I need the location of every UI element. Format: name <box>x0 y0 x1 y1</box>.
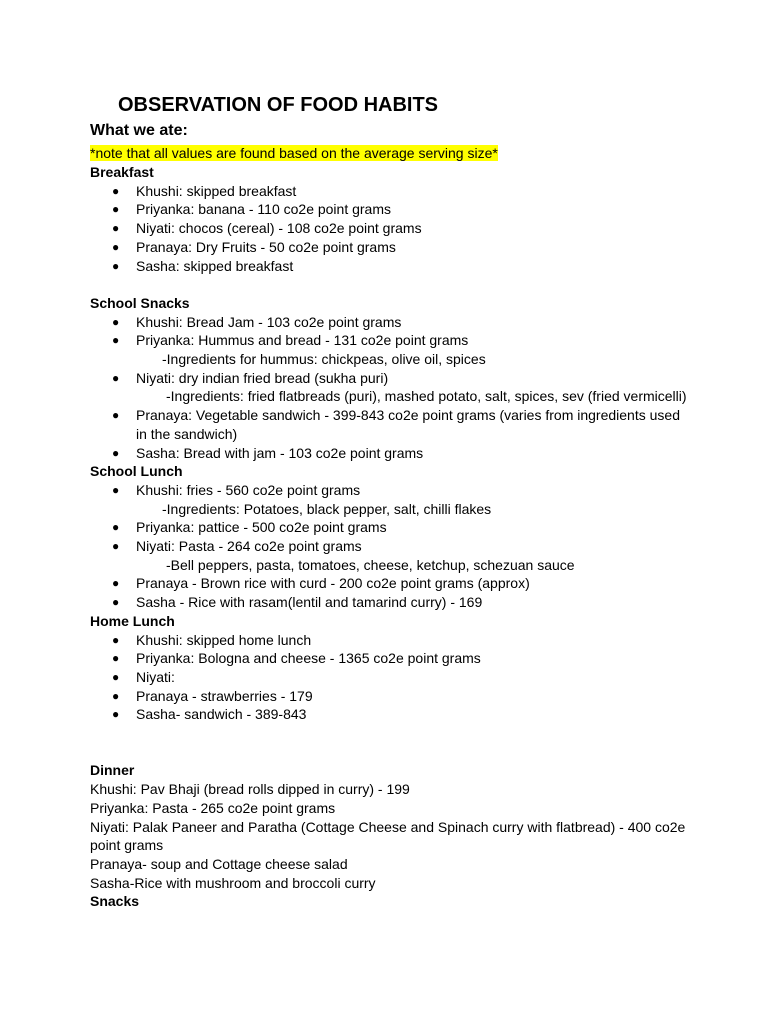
document-page <box>90 92 690 911</box>
list-item: ● Sasha - Rice with rasam(lentil and tamarind curry) - 169 <box>112 594 483 611</box>
breakfast-heading: Breakfast <box>90 164 154 180</box>
bullet-icon: ● <box>112 632 120 647</box>
note-line <box>90 144 690 163</box>
list-item: ● Niyati: dry indian fried bread (sukha puri) <box>112 369 389 386</box>
list-item: ● Priyanka: Hummus and bread - 131 co2e point grams <box>112 332 469 349</box>
bullet-icon: ● <box>112 183 120 198</box>
dinner-line: Sasha-Rice with mushroom and broccoli curry <box>90 874 376 891</box>
home-lunch-heading: Home Lunch <box>90 612 175 629</box>
bullet-icon: ● <box>112 333 120 348</box>
school-lunch-list <box>90 481 690 500</box>
dinner-line: Niyati: Palak Paneer and Paratha (Cottage Cheese and Spinach curry with flatbread) - 400 co2e point grams <box>90 818 686 854</box>
list-item: ● Sasha- sandwich - 389-843 <box>112 706 307 723</box>
bullet-icon: ● <box>112 707 120 722</box>
bullet-icon: ● <box>112 408 120 423</box>
dinner-line: Khushi: Pav Bhaji (bread rolls dipped in curry) - 199 <box>90 781 410 798</box>
list-item: ● Pranaya - Brown rice with curd - 200 co2e point grams (approx) <box>112 575 530 592</box>
school-lunch-heading: School Lunch <box>90 463 183 480</box>
bullet-icon: ● <box>112 258 120 273</box>
bullet-icon: ● <box>112 221 120 236</box>
bullet-icon: ● <box>112 445 120 460</box>
school-lunch-list-cont2 <box>90 574 690 611</box>
list-item: ● Khushi: skipped breakfast <box>112 182 297 199</box>
bullet-icon: ● <box>112 520 120 535</box>
highlighted-note: *note that all values are found based on the average serving size* <box>90 145 498 161</box>
bullet-icon: ● <box>112 669 120 684</box>
dinner-heading: Dinner <box>90 762 135 779</box>
ingredients-note: -Bell peppers, pasta, tomatoes, cheese, ketchup, schezuan sauce <box>166 556 575 573</box>
ingredients-note: -Ingredients: Potatoes, black pepper, salt, chilli flakes <box>162 500 492 517</box>
list-item: ● Niyati: chocos (cereal) - 108 co2e point grams <box>112 220 422 237</box>
bullet-icon: ● <box>112 482 120 497</box>
school-snacks-list-cont <box>90 369 690 388</box>
bullet-icon: ● <box>112 595 120 610</box>
list-item: ● Sasha: Bread with jam - 103 co2e point grams <box>112 444 424 461</box>
bullet-icon: ● <box>112 651 120 666</box>
page-title: OBSERVATION OF FOOD HABITS <box>118 94 439 116</box>
list-item: ● Khushi: fries - 560 co2e point grams <box>112 481 361 498</box>
home-lunch-list <box>90 631 690 725</box>
breakfast-list <box>90 182 690 276</box>
spacer <box>90 275 690 294</box>
list-item: ● Niyati: <box>112 668 175 685</box>
bullet-icon: ● <box>112 370 120 385</box>
list-item: ● Pranaya: Dry Fruits - 50 co2e point grams <box>112 238 396 255</box>
bullet-icon: ● <box>112 202 120 217</box>
list-item: ● Niyati: Pasta - 264 co2e point grams <box>112 538 362 554</box>
bullet-icon: ● <box>112 314 120 329</box>
dinner-line: Pranaya- soup and Cottage cheese salad <box>90 855 348 872</box>
snacks-heading: Snacks <box>90 893 140 910</box>
list-item: ● Sasha: skipped breakfast <box>112 257 294 274</box>
bullet-icon: ● <box>112 239 120 254</box>
list-item: ● Priyanka: banana - 110 co2e point grams <box>112 201 392 218</box>
list-item: ● Khushi: Bread Jam - 103 co2e point grams <box>112 313 402 330</box>
list-item: ● Pranaya - strawberries - 179 <box>112 687 313 704</box>
school-snacks-list-cont2 <box>90 406 690 462</box>
ingredients-note: -Ingredients for hummus: chickpeas, olive oil, spices <box>162 350 486 367</box>
bullet-icon: ● <box>112 539 120 553</box>
list-item: ● Pranaya: Vegetable sandwich - 399-843 co2e point grams (varies from ingredients used in the sandwich) <box>112 407 680 442</box>
dinner-line: Priyanka: Pasta - 265 co2e point grams <box>90 799 336 816</box>
school-lunch-list-cont <box>90 518 690 555</box>
spacer <box>90 724 690 761</box>
list-item: ● Priyanka: pattice - 500 co2e point grams <box>112 519 387 536</box>
bullet-icon: ● <box>112 688 120 703</box>
section-subtitle: What we ate: <box>90 122 188 139</box>
bullet-icon: ● <box>112 576 120 591</box>
ingredients-note: -Ingredients: fried flatbreads (puri), mashed potato, salt, spices, sev (fried vermicelli) <box>166 388 687 405</box>
school-snacks-list <box>90 313 690 350</box>
school-snacks-heading: School Snacks <box>90 294 190 311</box>
list-item: ● Khushi: skipped home lunch <box>112 631 312 648</box>
list-item: ● Priyanka: Bologna and cheese - 1365 co2e point grams <box>112 650 481 667</box>
